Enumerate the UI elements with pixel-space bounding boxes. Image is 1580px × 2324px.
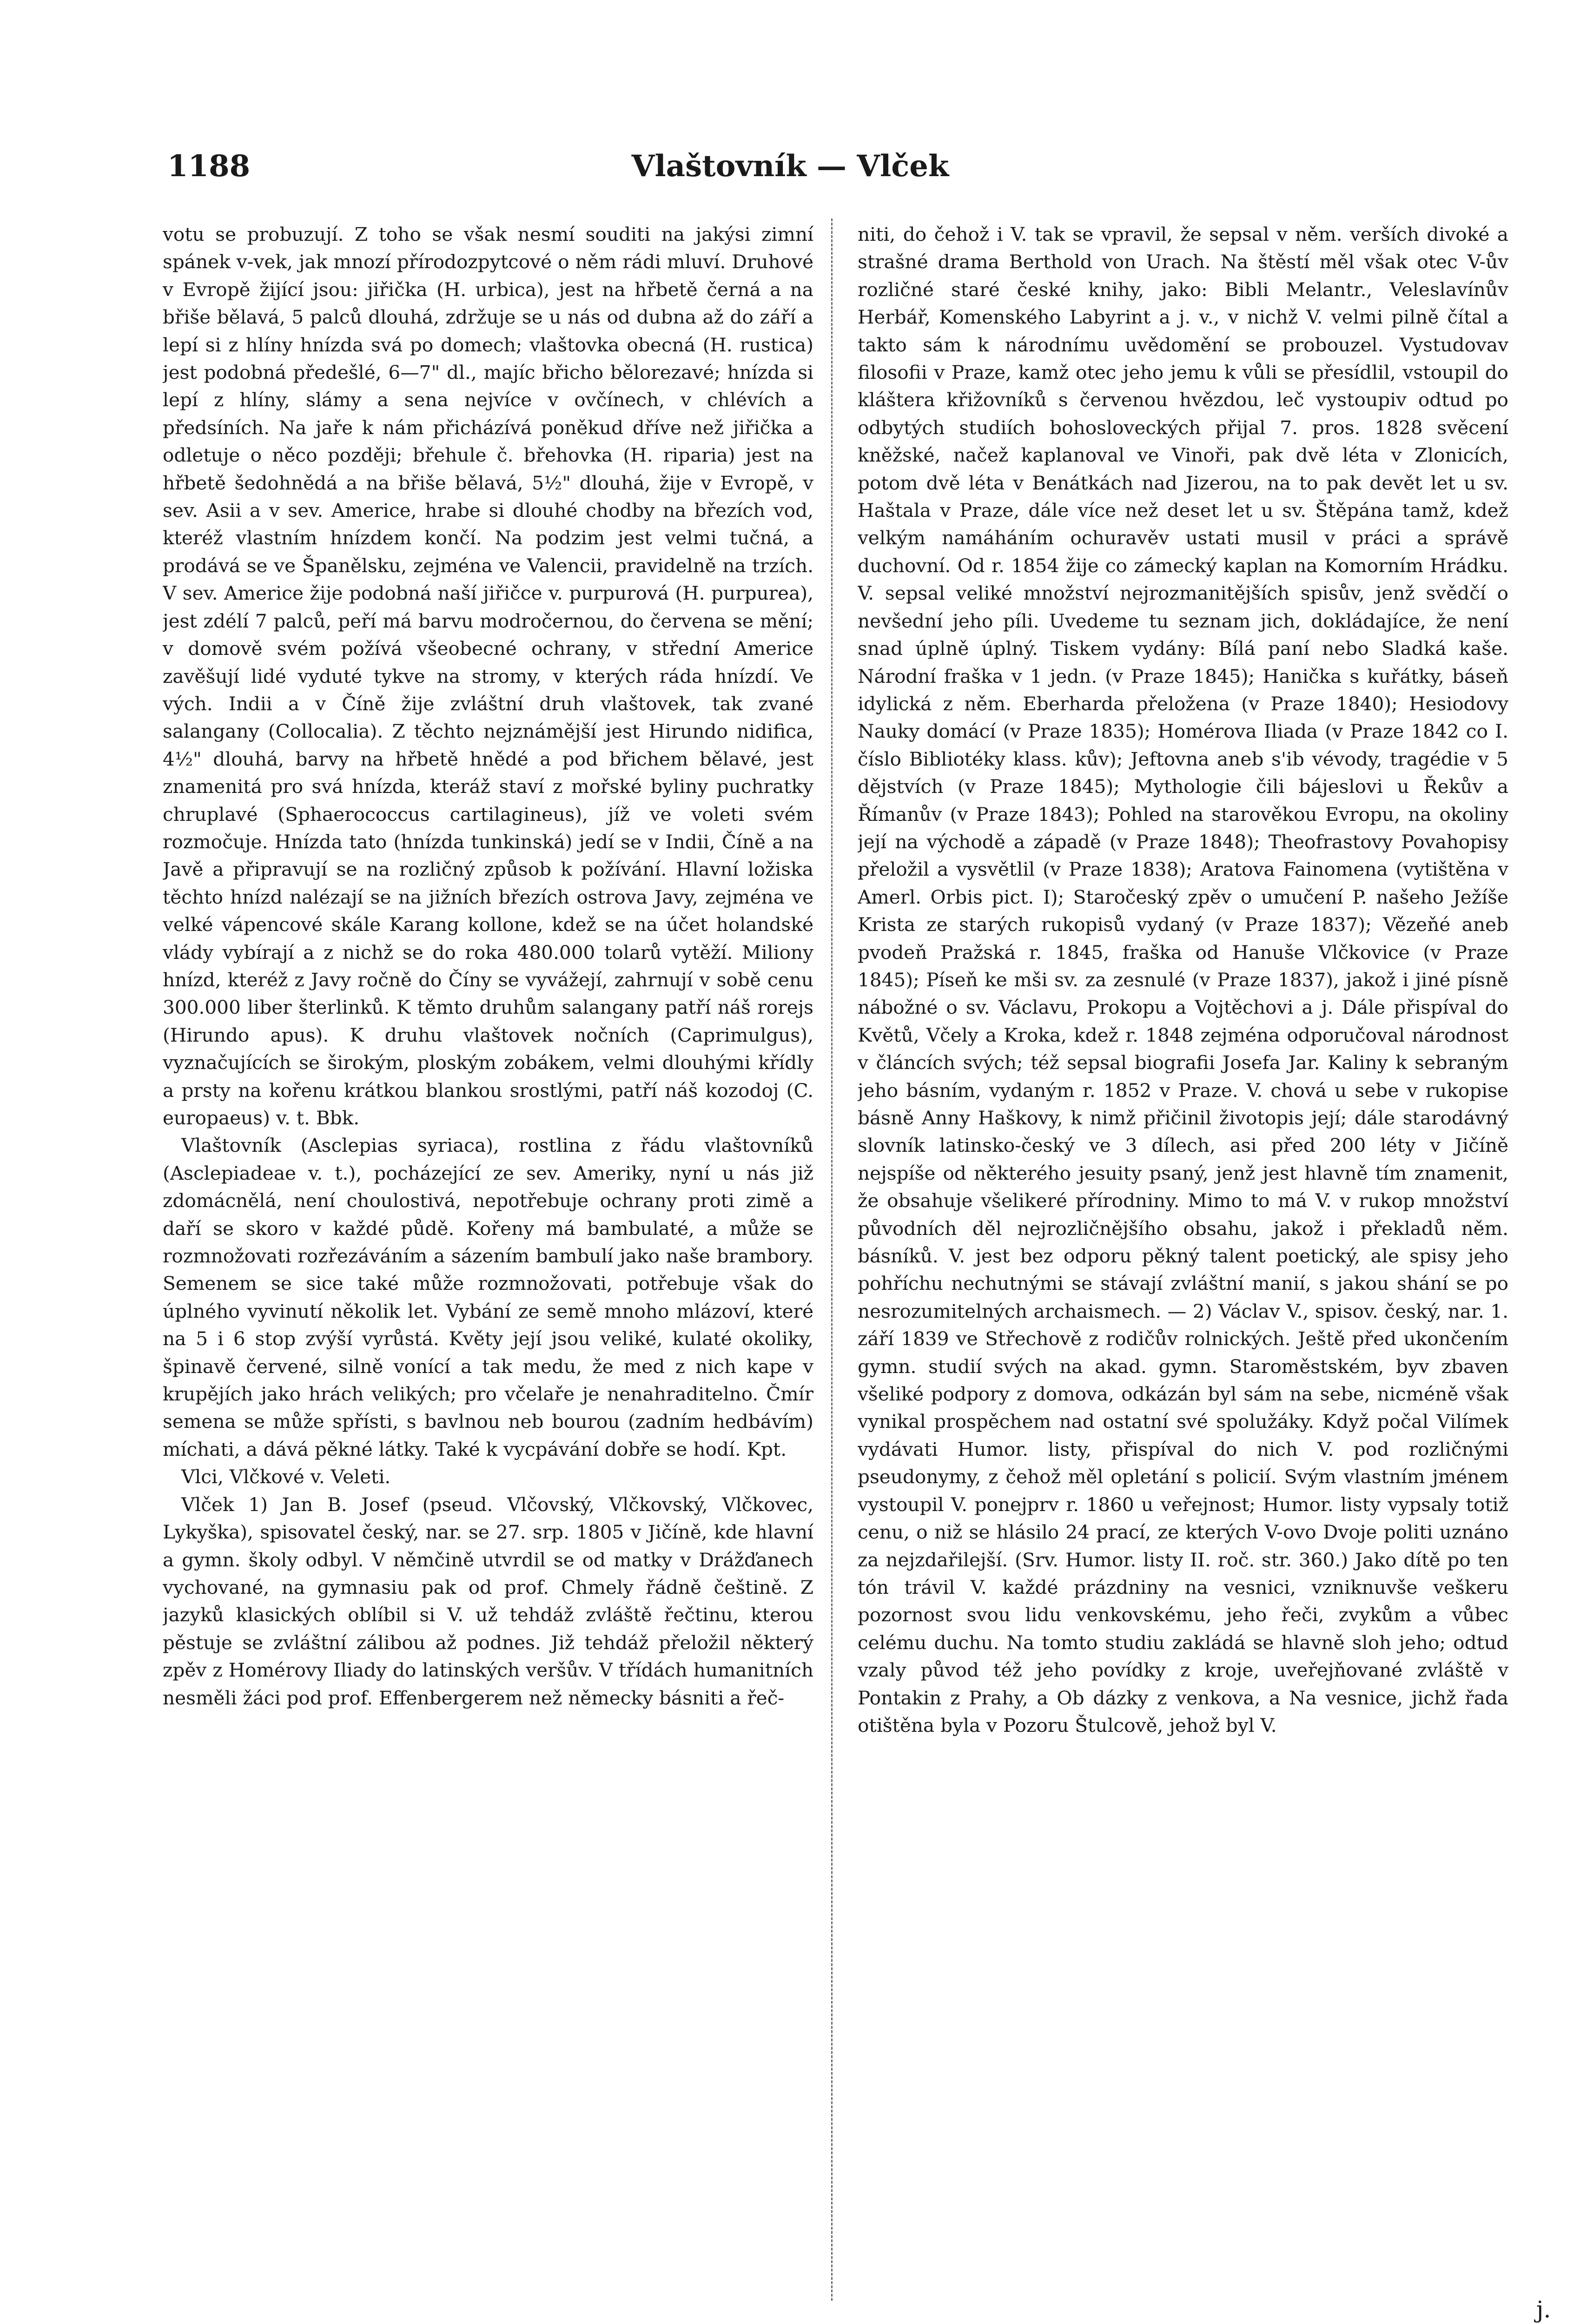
page-header bbox=[167, 149, 1413, 200]
entry-vlci: Vlci, Vlčkové v. Veleti. bbox=[181, 1466, 391, 1488]
entry-vlcek-continuation: niti, do čehož i V. tak se vpravil, že sepsal v něm. verších divoké a strašné drama Berthold von Urach. Na štěstí měl však otec V-ův rozličné staré české knihy, jako: Bibli Melantr., Veleslavínův Herbář, Komenského Labyrint a j. v., v nichž V. velmi pilně čítal a takto sám k národnímu uvědomění se probouzel. Vystudovav filosofii v Praze, kamž otec jeho jemu k vůli se přesídlil, vstoupil do kláštera křižovníků s červenou hvězdou, leč vystoupiv odtud po odbytých studiích bohosloveckých přijal 7. pros. 1828 svěcení kněžské, načež kaplanoval ve Vinoři, pak dvě léta v Zlonicích, potom dvě léta v Benátkách nad Jizerou, na to pak devět let u sv. Haštala v Praze, dále více než deset let u sv. Štěpána tamž, kdež velkým namáháním ochuravěv ustati musil v práci a správě duchovní. Od r. 1854 žije co zámecký kaplan na Komorním Hrádku. V. sepsal veliké množství nejrozmanitějších spisův, jenž svědčí o nevšední jeho píli. Uvedeme tu seznam jich, dokládajíce, že není snad úplně úplný. Tiskem vydány: Bílá paní nebo Sladká kaše. Národní fraška v 1 jedn. (v Praze 1845); Hanička s kuřátky, báseň idylická z něm. Eberharda přeložena (v Praze 1840); Hesiodovy Nauky domácí (v Praze 1835); Homérova Iliada (v Praze 1842 co I. číslo Bibliotéky klass. kův); Jeftovna aneb s'ib vévody, tragédie v 5 dějstvích (v Praze 1845); Mythologie čili bájeslovi u Řekův a Římanův (v Praze 1843); Pohled na starověkou Evropu, na okoliny její na východě a západě (v Praze 1848); Theofrastovy Povahopisy přeložil a vysvětlil (v Praze 1838); Aratova Fainomena (vytištěna v Amerl. Orbis pict. I); Staročeský zpěv o umučení P. našeho Ježíše Krista ze starých rukopisů vydaný (v Praze 1837); Vězeňé aneb pvodeň Pražská r. 1845, fraška od Hanuše Vlčkovice (v Praze 1845); Píseň ke mši sv. za zesnulé (v Praze 1837), jakož i jiné písně nábožné o sv. Václavu, Prokopu a Vojtěchovi a j. Dále přispíval do Květů, Včely a Kroka, kdež r. 1848 zejména odporučoval národnost v článcích svých; též sepsal biografii Josefa Jar. Kaliny k sebraným jeho básním, vydaným r. 1852 v Praze. V. chová u sebe v rukopise básně Anny Haškovy, k nimž přičinil životopis její; dále starodávný slovník latinsko-český ve 3 dílech, asi před 200 léty v Jičíně nejspíše od některého jesuity psaný, jenž jest hlavně tím znamenit, že obsahuje všelikeré přírodniny. Mimo to má V. v rukop množství původních děl nejrozličnějšího obsahu, jakož i překladů něm. básníků. V. jest bez odporu pěkný talent poetický, ale spisy jeho pohříchu nechutnými se stávají zvláštní manií, s jakou shání se po nesrozumitelných archaismech. — 2) Václav V., spisov. český, nar. 1. září 1839 ve Střechově z rodičův rolnických. Ještě před ukončením gymn. studií svých na akad. gymn. Staroměstském, byv zbaven všeliké podpory z domova, odkázán byl sám na sebe, nicméně však vynikal prospěchem nad ostatní své spolužáky. Když počal Vilímek vydávati Humor. listy, přispíval do nich V. pod rozličnými pseudonymy, z čehož měl opletání s policií. Svým vlastním jménem vystoupil V. ponejprv r. 1860 u veřejnost; Humor. listy vypsaly totiž cenu, o niž se hlásilo 24 prací, ze kterých V-ovo Dvoje politi uznáno za nejzdařilejší. (Srv. Humor. listy II. roč. str. 360.) Jako dítě po ten tón trávil V. každé prázdniny na vesnici, vzniknuvše veškeru pozornost svou lidu venkovskému, jeho řeči, zvykům a vůbec celému duchu. Na tomto studiu zakládá se hlavně sloh jeho; odtud vzaly původ též jeho povídky z kroje, uveřejňované zvláště v Pontakin z Prahy, a Ob dázky z venkova, a Na vesnice, jichž řada otištěna byla v Pozoru Štulcově, jehož byl V. bbox=[858, 223, 1508, 1736]
running-head: Vlaštovník — Vlček bbox=[631, 149, 949, 184]
right-column bbox=[858, 221, 1508, 2312]
left-column bbox=[163, 221, 813, 2312]
entry-vlcek: Vlček 1) Jan B. Josef (pseud. Vlčovský, Vlčkovský, Vlčkovec, Lykyška), spisovatel český, nar. se 27. srp. 1805 v Jičíně, kde hlavní a gymn. školy odbyl. V němčině utvrdil se od matky v Drážďanech vychované, na gymnasiu pak od prof. Chmely řádně češtině. Z jazyků klasických oblíbil si V. už tehdáž zvláště řečtinu, kterou pěstuje se zvláštní zálibou až podnes. Již tehdáž přeložil některý zpěv z Homérovy Iliady do latinských veršův. V třídách humanitních nesměli žáci pod prof. Effenbergerem než německy básniti a řeč- bbox=[163, 1493, 813, 1709]
page-number: 1188 bbox=[167, 149, 251, 184]
entry-vlastovnik: Vlaštovník (Asclepias syriaca), rostlina z řádu vlaštovníků (Asclepiadeae v. t.), pocházející ze sev. Ameriky, nyní u nás již zdomácnělá, není choulostivá, nepotřebuje ochrany proti zimě a daří se skoro v každé půdě. Kořeny má bambulaté, a může se rozmnožovati rozřezáváním a sázením bambulí jako naše brambory. Semenem se sice také může rozmnožovati, potřebuje však do úplného vyvinutí několik let. Vybání ze semě mnoho mlázoví, které na 5 i 6 stop zvýší vyrůstá. Květy její jsou veliké, kulaté okoliky, špinavě červené, silně vonící a tak medu, že med z nich kape v krupějích jako hrách velikých; pro včelaře je nenahraditelno. Čmír semena se může spřísti, s bavlnou neb bourou (zadním hedbávím) míchati, a dává pěkné látky. Také k vycpávání dobře se hodí. Kpt. bbox=[163, 1134, 813, 1460]
entry-vlastovka-continuation: votu se probuzují. Z toho se však nesmí souditi na jakýsi zimní spánek v-vek, jak mnozí přírodozpytcové o něm rádi mluví. Druhové v Evropě žijící jsou: jiřička (H. urbica), jest na hřbetě černá a na břiše bělavá, 5 palců dlouhá, zdržuje se u nás od dubna až do září a lepí si z hlíny hnízda svá po domech; vlaštovka obecná (H. rustica) jest podobná předešlé, 6—7" dl., majíc břicho bělorezavé; hnízda si lepí z hlíny, slámy a sena nejvíce v ovčínech, v chlévích a předsíních. Na jaře k nám přicházívá poněkud dříve než jiřička a odletuje o něco později; břehule č. břehovka (H. riparia) jest na hřbetě šedohnědá a na břiše bělavá, 5½" dlouhá, žije v Evropě, v sev. Asii a v sev. Americe, hrabe si dlouhé chodby na březích vod, kteréž vlastním hnízdem končí. Na podzim jest velmi tučná, a prodává se ve Španělsku, zejména ve Valencii, pravidelně na trzích. V sev. Americe žije podobná naší jiřičce v. purpurová (H. purpurea), jest zdélí 7 palců, peří má barvu modročernou, do červena se mění; v domově svém požívá všeobecné ochrany, v střední Americe zavěšují lidé vyduté tykve na stromy, v kterých ráda hnízdí. Ve vých. Indii a v Číně žije zvláštní druh vlaštovek, tak zvané salangany (Collocalia). Z těchto nejznámější jest Hirundo nidifica, 4½" dlouhá, barvy na hřbetě hnědé a pod břichem bělavé, jest znamenitá pro svá hnízda, kteráž staví z mořské byliny puchratky chruplavé (Sphaerococcus cartilagineus), jíž ve voleti svém rozmočuje. Hnízda tato (hnízda tunkinská) jedí se v Indii, Číně a na Javě a připravují se na rozličný způsob k požívání. Hlavní ložiska těchto hnízd nalézají se na jižních březích ostrova Javy, zejména ve velké vápencové skále Karang kollone, kdež se na účet holandské vlády vybírají a z nichž se do roka 480.000 tolarů vytěží. Miliony hnízd, kteréž z Javy ročně do Číny se vyvážejí, zahrnují v sobě cenu 300.000 liber šterlinků. K těmto druhům salangany patří náš rorejs (Hirundo apus). K druhu vlaštovek nočních (Caprimulgus), vyznačujících se širokým, ploským zobákem, velmi dlouhými křídly a prsty na kořenu krátkou blankou srostlými, patří náš kozodoj (C. europaeus) v. t. Bbk. bbox=[163, 223, 813, 1129]
corner-mark: j. bbox=[1536, 2296, 1551, 2323]
column-divider bbox=[831, 218, 833, 2301]
